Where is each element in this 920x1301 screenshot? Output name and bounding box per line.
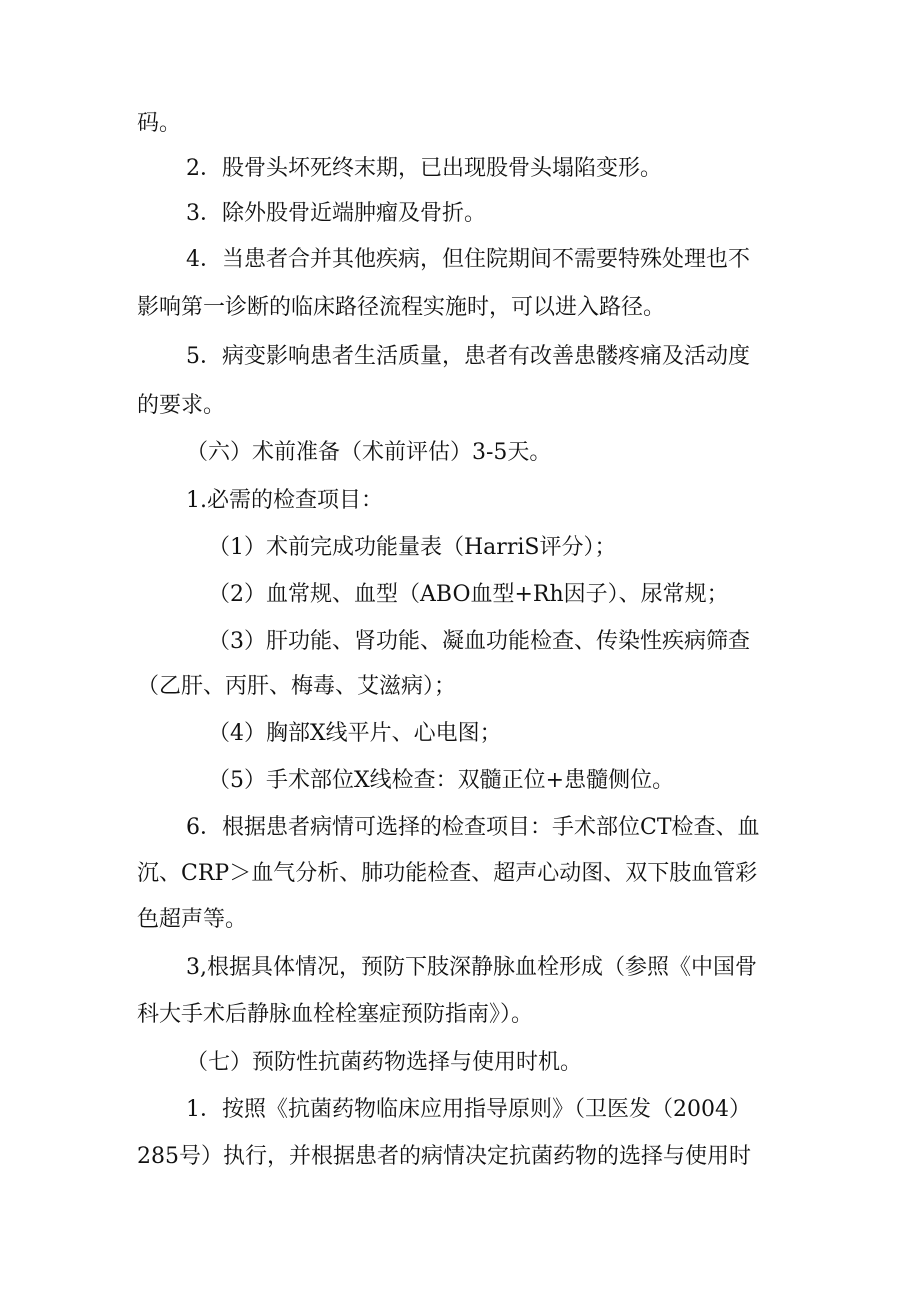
text-line: 色超声等。 (137, 907, 248, 932)
text-line: 码。 (137, 111, 182, 136)
list-item: （1）术前完成功能量表（HarriS评分）； (208, 535, 617, 560)
text-line: （乙肝、丙肝、梅毒、艾滋病）； (137, 674, 457, 699)
list-item: （2）血常规、血型（ABO血型+Rh因子）、尿常规； (208, 582, 729, 607)
text-line: 6．根据患者病情可选择的检查项目：手术部位CT检查、血 (186, 815, 760, 840)
text-line: 1．按照《抗菌药物临床应用指导原则》（卫医发（2004） (186, 1097, 751, 1122)
section-heading: （七）预防性抗菌药物选择与使用时机。 (186, 1050, 583, 1075)
text-line: 4．当患者合并其他疾病，但住院期间不需要特殊处理也不 (186, 247, 750, 272)
text-line: 3．除外股骨近端肿瘤及骨折。 (186, 201, 486, 226)
list-item: （3）肝功能、肾功能、凝血功能检查、传染性疾病筛查 (208, 629, 750, 654)
text-line: 1.必需的检查项目： (186, 488, 383, 513)
text-line: 2．股骨头坏死终末期，已出现股骨头塌陷变形。 (186, 156, 662, 181)
text-line: 科大手术后静脉血栓栓塞症预防指南》）。 (137, 1002, 534, 1027)
section-heading: （六）术前准备（术前评估）3-5天。 (186, 440, 552, 465)
text-line: 沉、CRP＞血气分析、肺功能检查、超声心动图、双下肢血管彩 (137, 861, 758, 886)
text-line: 的要求。 (137, 393, 226, 418)
text-line: 影响第一诊断的临床路径流程实施时，可以进入路径。 (137, 295, 666, 320)
list-item: （4）胸部X线平片、心电图； (208, 721, 502, 746)
list-item: （5）手术部位X线检查：双髓正位+患髓侧位。 (208, 768, 675, 793)
text-line: 5．病变影响患者生活质量，患者有改善患髅疼痛及活动度 (186, 344, 750, 369)
text-line: 285号）执行，并根据患者的病情决定抗菌药物的选择与使用时 (137, 1144, 751, 1169)
text-line: 3,根据具体情况，预防下肢深静脉血栓形成（参照《中国骨 (186, 955, 757, 980)
